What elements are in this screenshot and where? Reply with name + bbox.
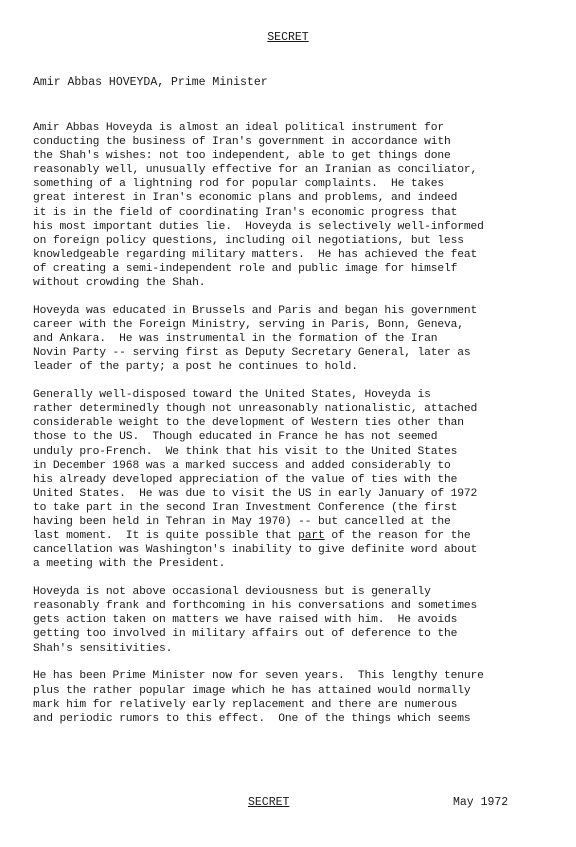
text-line: Amir Abbas Hoveyda is almost an ideal political instrument for xyxy=(33,122,445,134)
text-line: Novin Party -- serving first as Deputy Secretary General, later as xyxy=(33,347,471,360)
text-line: gets action taken on matters we have raised with him. He avoids xyxy=(33,614,458,627)
paragraph-4 xyxy=(33,585,553,655)
header-classification: SECRET xyxy=(267,31,309,44)
text-line: plus the rather popular image which he has attained would normally xyxy=(33,684,471,697)
text-line: Shah's sensitivities. xyxy=(33,642,173,655)
document-body xyxy=(33,121,553,740)
text-line: it is in the field of coordinating Iran's economic progress that xyxy=(33,206,458,219)
text-line: on foreign policy questions, including oil negotiations, but less xyxy=(33,234,464,247)
text-line: cancellation was Washington's inability to give definite word about xyxy=(33,544,478,557)
text-line: without crowding the Shah. xyxy=(33,277,206,290)
text-line: those to the US. Though educated in France he has not seemed xyxy=(33,431,438,444)
text-fragment: last moment. It is quite possible that xyxy=(33,530,299,543)
text-line: considerable weight to the development of Western ties other than xyxy=(33,417,464,430)
text-line: Hoveyda is not above occasional deviousness but is generally xyxy=(33,586,431,599)
paragraph-3 xyxy=(33,388,553,571)
text-line: career with the Foreign Ministry, serving in Paris, Bonn, Geneva, xyxy=(33,319,464,332)
text-line: getting too involved in military affairs out of deference to the xyxy=(33,628,458,641)
text-line: of creating a semi-independent role and public image for himself xyxy=(33,262,458,275)
text-line: and Ankara. He was instrumental in the formation of the Iran xyxy=(33,333,438,346)
text-line: reasonably well, unusually effective for an Iranian as conciliator, xyxy=(33,164,478,177)
text-line: reasonably frank and forthcoming in his conversations and sometimes xyxy=(33,600,478,613)
paragraph-5 xyxy=(33,669,553,725)
underlined-word: part xyxy=(298,530,325,543)
text-line: Hoveyda was educated in Brussels and Paris and began his government xyxy=(33,304,478,317)
text-line: a meeting with the President. xyxy=(33,558,226,571)
text-line: the Shah's wishes: not too independent, able to get things done xyxy=(33,150,451,163)
text-line xyxy=(33,529,553,543)
text-fragment: of the reason for the xyxy=(324,530,471,543)
text-line: mark him for relatively early replacement and there are numerous xyxy=(33,698,458,711)
text-line: United States. He was due to visit the US in early January of 1972 xyxy=(33,487,478,500)
text-line: and periodic rumors to this effect. One of the things which seems xyxy=(33,712,471,725)
text-line: leader of the party; a post he continues to hold. xyxy=(33,361,358,374)
subject-line: Amir Abbas HOVEYDA, Prime Minister xyxy=(33,76,268,89)
text-line: his already developed appreciation of the value of ties with the xyxy=(33,473,458,486)
text-line: knowledgeable regarding military matters. He has achieved the feat xyxy=(33,248,478,261)
text-line: unduly pro-French. We think that his visit to the United States xyxy=(33,445,458,458)
paragraph-2 xyxy=(33,304,553,374)
text-line: Generally well-disposed toward the United States, Hoveyda is xyxy=(33,389,431,402)
text-line: in December 1968 was a marked success and added considerably to xyxy=(33,459,451,472)
footer-classification: SECRET xyxy=(248,796,290,809)
text-line: to take part in the second Iran Investment Conference (the first xyxy=(33,501,458,514)
text-line: great interest in Iran's economic plans and problems, and indeed xyxy=(33,192,458,205)
footer xyxy=(0,796,576,812)
text-line: conducting the business of Iran's government in accordance with xyxy=(33,136,451,149)
text-line: having been held in Tehran in May 1970) -- but cancelled at the xyxy=(33,516,451,529)
footer-date: May 1972 xyxy=(453,796,509,809)
text-line: He has been Prime Minister now for seven years. This lengthy tenure xyxy=(33,670,484,683)
text-line: something of a lightning rod for popular complaints. He takes xyxy=(33,178,445,191)
text-line: his most important duties lie. Hoveyda is selectively well-informed xyxy=(33,220,484,233)
text-line: rather determinedly though not unreasonably nationalistic, attached xyxy=(33,403,478,416)
paragraph-1 xyxy=(33,121,553,290)
